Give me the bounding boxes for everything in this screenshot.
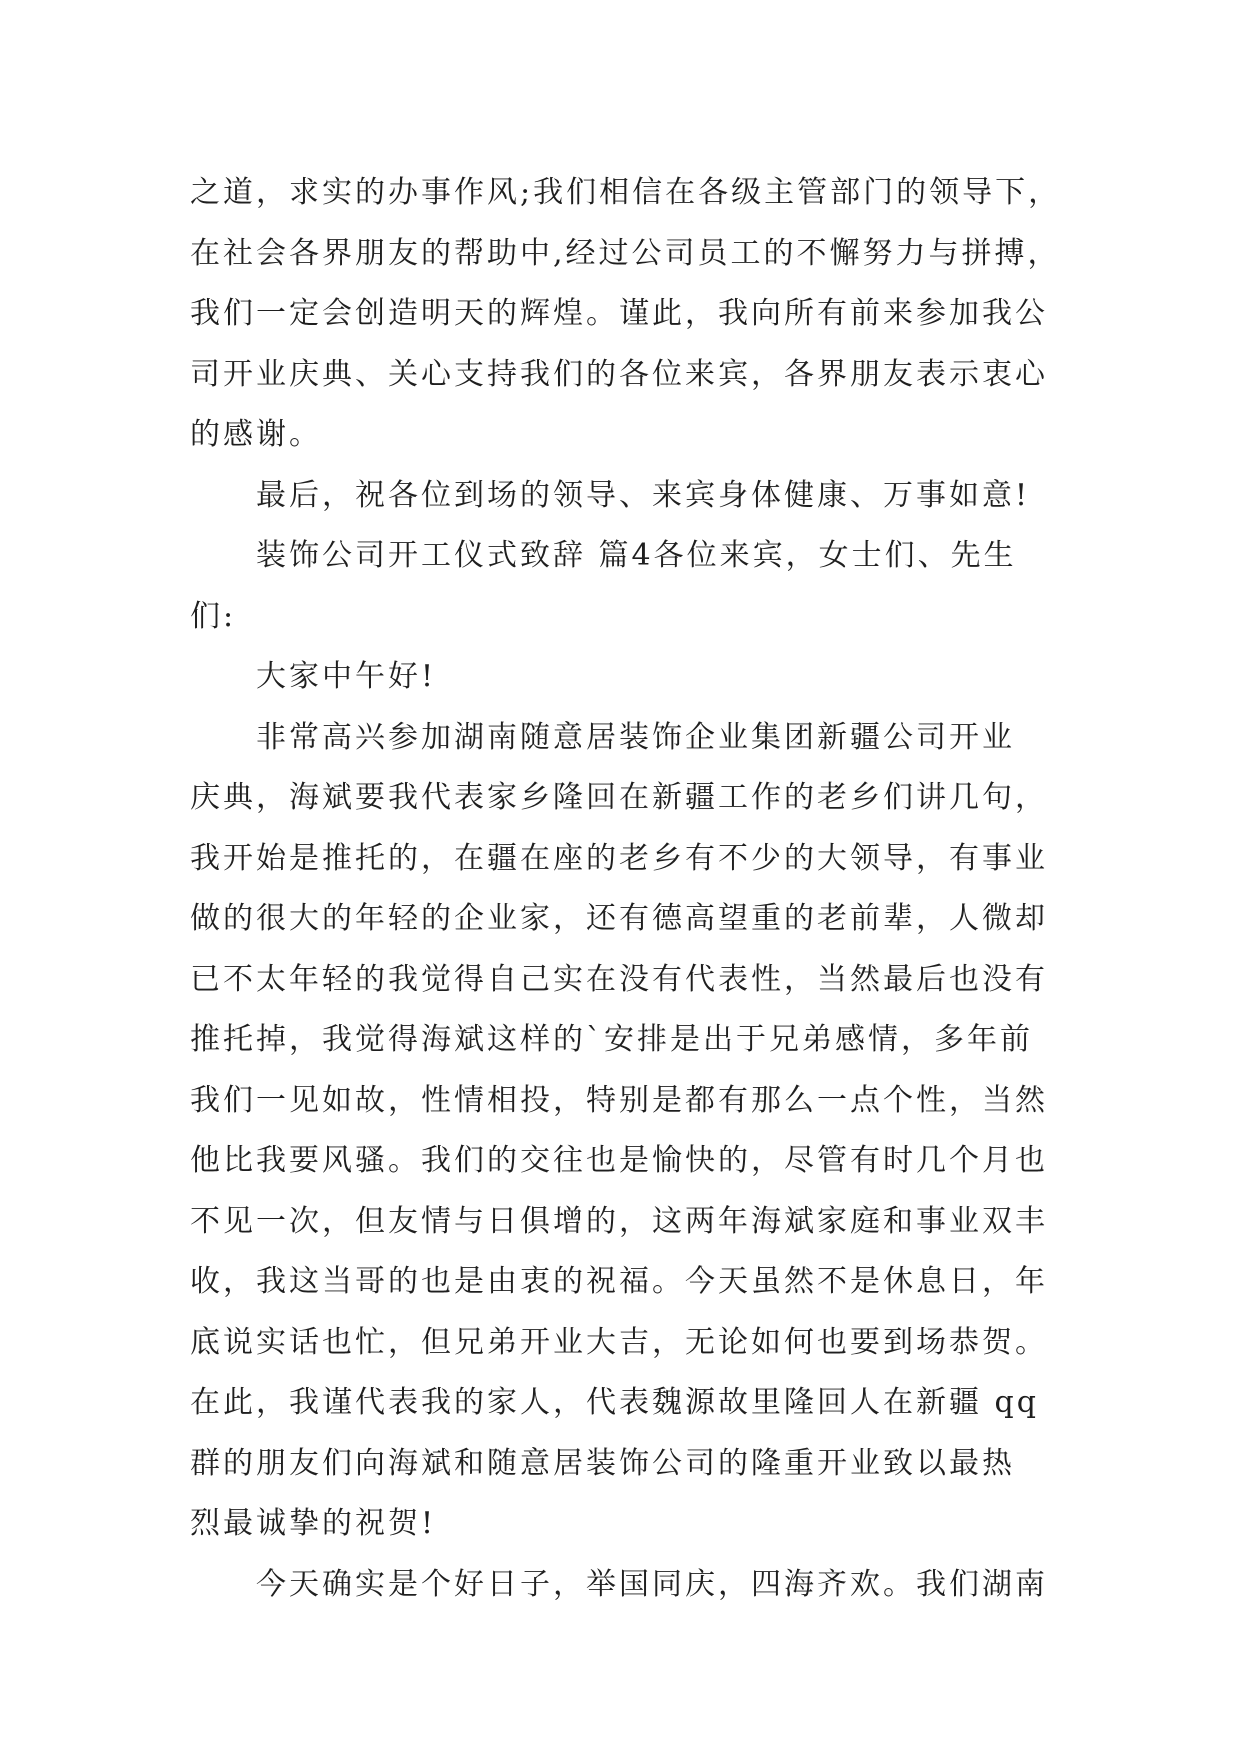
text-line: 底说实话也忙，但兄弟开业大吉，无论如何也要到场恭贺。: [190, 1324, 1048, 1360]
text-line: 司开业庆典、关心支持我们的各位来宾，各界朋友表示衷心: [190, 356, 1048, 392]
text-line: 庆典，海斌要我代表家乡隆回在新疆工作的老乡们讲几句，: [190, 780, 1048, 815]
text-line: 已不太年轻的我觉得自己实在没有代表性，当然最后也没有: [190, 961, 1048, 997]
text-line: 今天确实是个好日子，举国同庆，四海齐欢。我们湖南: [256, 1566, 1048, 1602]
text-line: 在此，我谨代表我的家人，代表魏源故里隆回人在新疆 qq: [190, 1385, 1039, 1420]
text-line: 推托掉，我觉得海斌这样的`安排是出于兄弟感情，多年前: [190, 1022, 1033, 1057]
text-line: 做的很大的年轻的企业家，还有德高望重的老前辈，人微却: [190, 901, 1048, 936]
text-line: 大家中午好!: [256, 659, 437, 694]
text-line: 我们一定会创造明天的辉煌。谨此，我向所有前来参加我公: [190, 296, 1048, 331]
text-line: 他比我要风骚。我们的交往也是愉快的，尽管有时几个月也: [190, 1143, 1048, 1178]
text-line: 们:: [190, 598, 237, 634]
text-line: 烈最诚挚的祝贺!: [190, 1506, 437, 1541]
text-line: 不见一次，但友情与日俱增的，这两年海斌家庭和事业双丰: [190, 1203, 1048, 1239]
text-line: 群的朋友们向海斌和随意居装饰公司的隆重开业致以最热: [190, 1445, 1015, 1481]
text-line: 装饰公司开工仪式致辞 篇4各位来宾，女士们、先生: [256, 538, 1017, 573]
text-line: 我们一见如故，性情相投，特别是都有那么一点个性，当然: [190, 1082, 1048, 1118]
text-line: 非常高兴参加湖南随意居装饰企业集团新疆公司开业: [256, 719, 1015, 755]
text-line: 在社会各界朋友的帮助中,经过公司员工的不懈努力与拼搏，: [190, 235, 1061, 271]
text-line: 之道，求实的办事作风;我们相信在各级主管部门的领导下，: [190, 175, 1062, 210]
body-text: [190, 163, 1080, 1615]
text-line: 最后，祝各位到场的领导、来宾身体健康、万事如意!: [256, 477, 1031, 513]
text-line: 我开始是推托的，在疆在座的老乡有不少的大领导，有事业: [190, 840, 1048, 876]
text-line: 收，我这当哥的也是由衷的祝福。今天虽然不是休息日，年: [190, 1264, 1048, 1299]
text-line: 的感谢。: [190, 417, 322, 452]
